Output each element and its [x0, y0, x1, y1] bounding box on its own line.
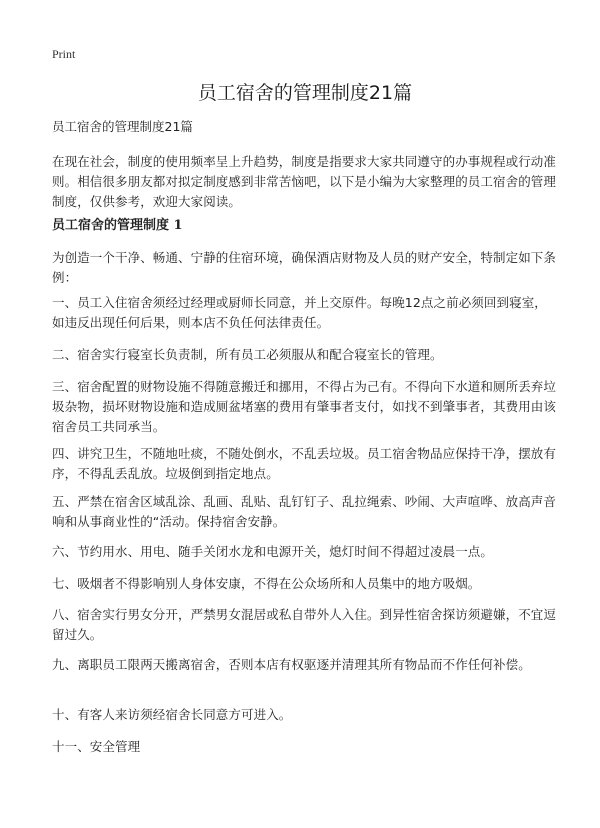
paragraph: 八、宿舍实行男女分开，严禁男女混居或私自带外人入住。到异性宿舍探访须避嫌，不宜逗留过久。: [52, 607, 557, 642]
page-title: 员工宿舍的管理制度21篇: [197, 82, 413, 104]
paragraph: 九、离职员工限两天搬离宿舍，否则本店有权驱逐并清理其所有物品而不作任何补偿。: [52, 657, 531, 672]
paragraph: 五、严禁在宿舍区域乱涂、乱画、乱贴、乱钉钉子、乱拉绳索、吵闹、大声喧哗、放高声音响和从事商业性的“活动。保持宿舍安静。: [52, 494, 557, 529]
section-heading: 员工宿舍的管理制度 1: [52, 218, 183, 233]
paragraph: 三、宿舍配置的财物设施不得随意搬迁和挪用，不得占为己有。不得向下水道和厕所丢弃垃圾杂物，损坏财物设施和造成厕盆堵塞的费用有肇事者支付，如找不到肇事者，其费用由该宿舍员工共同承当。: [52, 379, 557, 434]
intro-paragraph: 在现在社会，制度的使用频率呈上升趋势，制度是指要求大家共同遵守的办事规程或行动准则。相信很多朋友都对拟定制度感到非常苦恼吧，以下是小编为大家整理的员工宿舍的管理制度，仅供参考，欢迎大家阅读。: [52, 154, 557, 209]
paragraph: 十一、安全管理: [52, 739, 141, 754]
paragraph: 六、节约用水、用电、随手关闭水龙和电源开关，熄灯时间不得超过凌晨一点。: [52, 544, 494, 559]
paragraph: 为创造一个干净、畅通、宁静的住宿环境，确保酒店财物及人员的财产安全，特制定如下条例：: [52, 250, 557, 285]
print-label[interactable]: Print: [52, 47, 76, 61]
document-subtitle: 员工宿舍的管理制度21篇: [52, 119, 193, 134]
paragraph: 二、宿舍实行寝室长负责制，所有员工必须服从和配合寝室长的管理。: [52, 347, 443, 362]
paragraph: 四、讲究卫生，不随地吐痰，不随处倒水，不乱丢垃圾。员工宿舍物品应保持干净，摆放有序，不得乱丢乱放。垃圾倒到指定地点。: [52, 446, 557, 481]
paragraph: 十、有客人来访须经宿舍长同意方可进入。: [52, 707, 292, 722]
paragraph: 七、吸烟者不得影响别人身体安康，不得在公众场所和人员集中的地方吸烟。: [52, 576, 481, 591]
paragraph: 一、员工入住宿舍须经过经理或厨师长同意，并上交原件。每晚12点之前必须回到寝室，如违反出现任何后果，则本店不负任何法律责任。: [52, 295, 547, 330]
